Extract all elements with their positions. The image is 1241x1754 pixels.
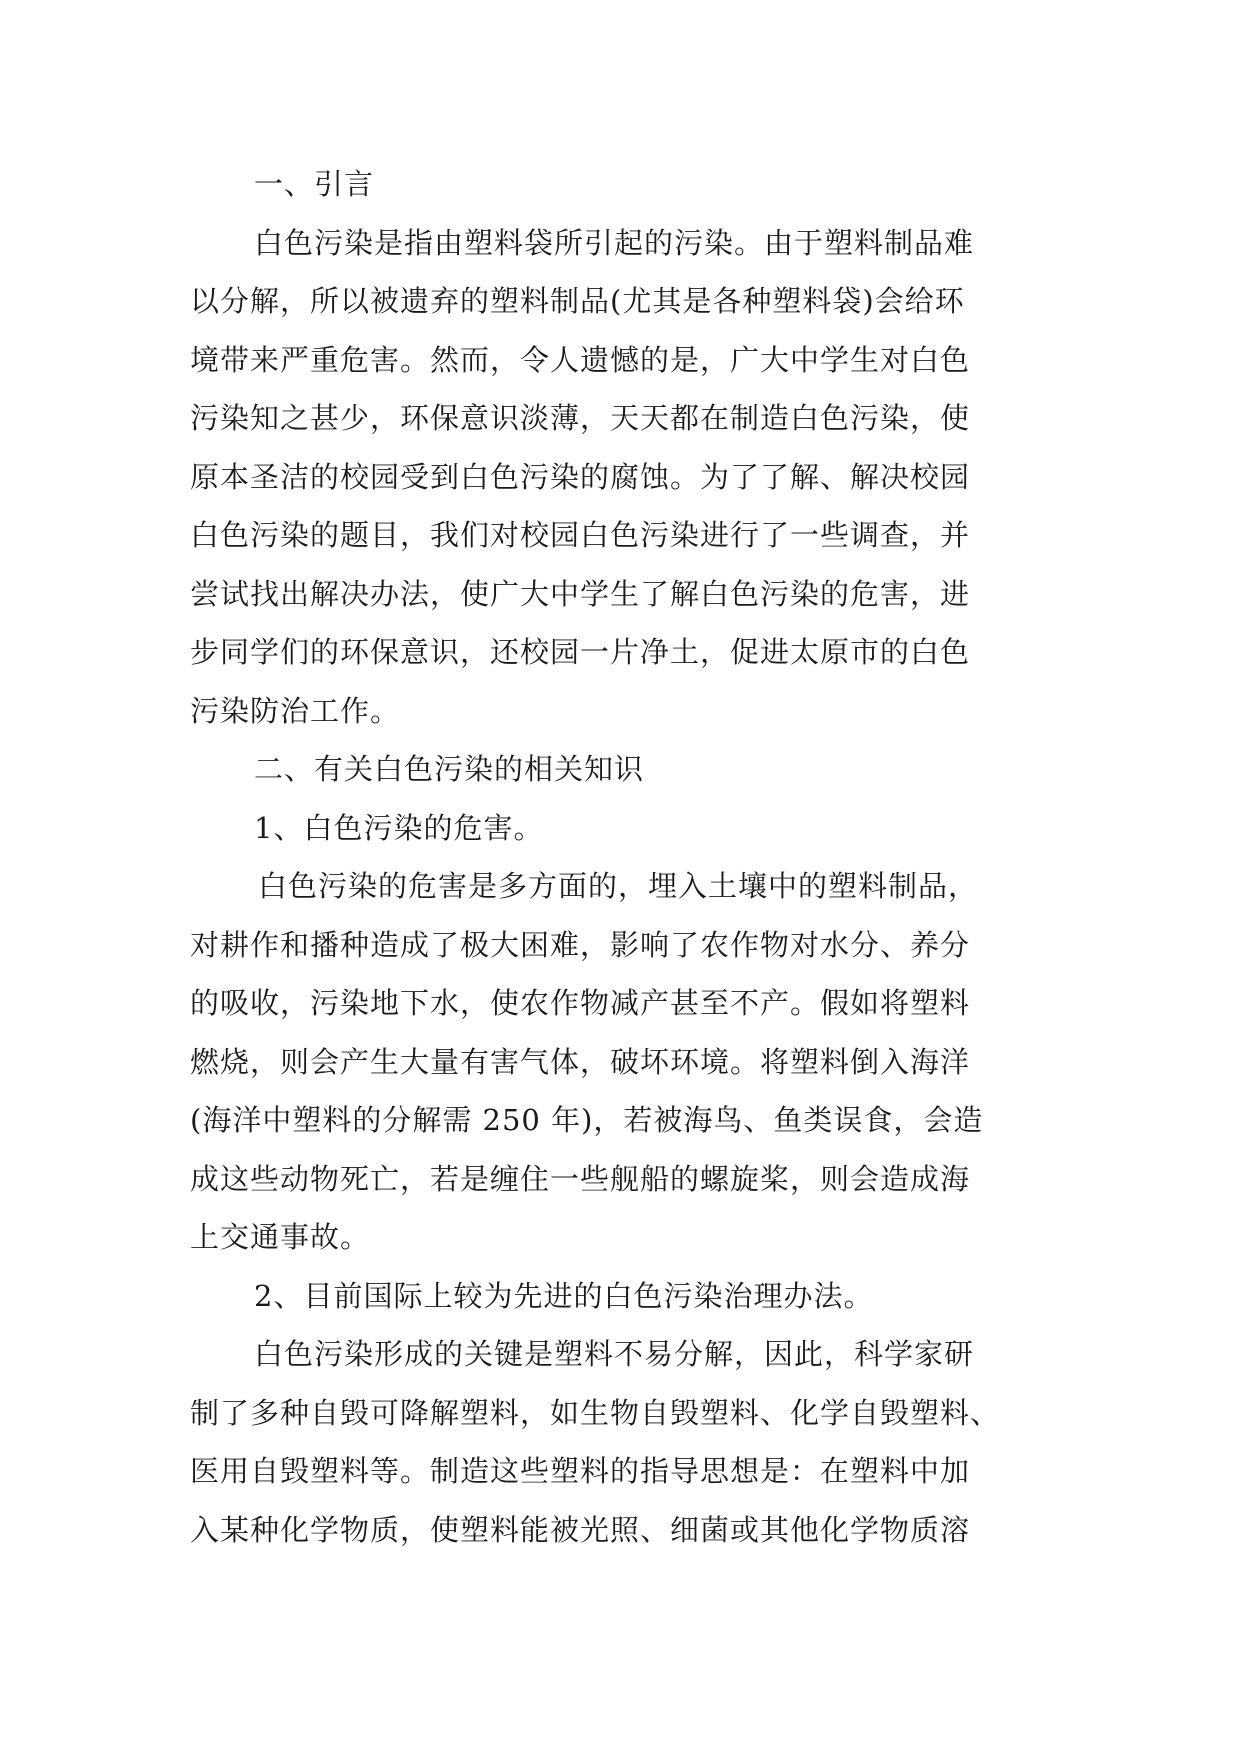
document-page: [190, 155, 1050, 1559]
paragraph-line: (海洋中塑料的分解需 250 年)，若被海鸟、鱼类误食，会造: [190, 1103, 984, 1137]
paragraph-line: 白色污染的危害是多方面的，埋入土壤中的塑料制品，: [258, 869, 979, 903]
paragraph-line: 白色污染是指由塑料袋所引起的污染。由于塑料制品难: [254, 225, 975, 260]
subsection-heading-methods: 2、目前国际上较为先进的白色污染治理办法。: [254, 1278, 874, 1313]
paragraph-line: 步同学们的环保意识，还校园一片净土，促进太原市的白色: [190, 635, 971, 669]
paragraph-line: 的吸收，污染地下水，使农作物减产甚至不产。假如将塑料: [190, 986, 971, 1020]
paragraph-line: 医用自毁塑料等。制造这些塑料的指导思想是：在塑料中加: [190, 1454, 971, 1488]
section-heading-knowledge: 二、有关白色污染的相关知识: [254, 752, 645, 786]
paragraph-line: 成这些动物死亡，若是缠住一些舰船的螺旋桨，则会造成海: [190, 1161, 971, 1196]
paragraph-line: 以分解，所以被遗弃的塑料制品(尤其是各种塑料袋)会给环: [190, 284, 965, 318]
paragraph-line: 白色污染的题目，我们对校园白色污染进行了一些调查，并: [190, 518, 971, 552]
paragraph-line: 尝试找出解决办法，使广大中学生了解白色污染的危害，进: [190, 576, 971, 611]
paragraph-line: 对耕作和播种造成了极大困难，影响了农作物对水分、养分: [190, 927, 971, 962]
paragraph-line: 燃烧，则会产生大量有害气体，破坏环境。将塑料倒入海洋: [190, 1044, 971, 1079]
section-heading-intro: 一、引言: [254, 167, 375, 201]
paragraph-line: 入某种化学物质，使塑料能被光照、细菌或其他化学物质溶: [190, 1512, 971, 1547]
paragraph-line: 制了多种自毁可降解塑料，如生物自毁塑料、化学自毁塑料、: [190, 1395, 1001, 1430]
paragraph-line: 污染知之甚少，环保意识淡薄，天天都在制造白色污染，使: [190, 401, 971, 435]
paragraph-line: 白色污染形成的关键是塑料不易分解，因此，科学家研: [254, 1337, 975, 1371]
subsection-heading-harm: 1、白色污染的危害。: [254, 810, 544, 845]
paragraph-line: 上交通事故。: [190, 1220, 371, 1254]
paragraph-line: 境带来严重危害。然而，令人遗憾的是，广大中学生对白色: [190, 342, 971, 377]
paragraph-line: 污染防治工作。: [190, 693, 401, 728]
paragraph-line: 原本圣洁的校园受到白色污染的腐蚀。为了了解、解决校园: [190, 459, 971, 494]
